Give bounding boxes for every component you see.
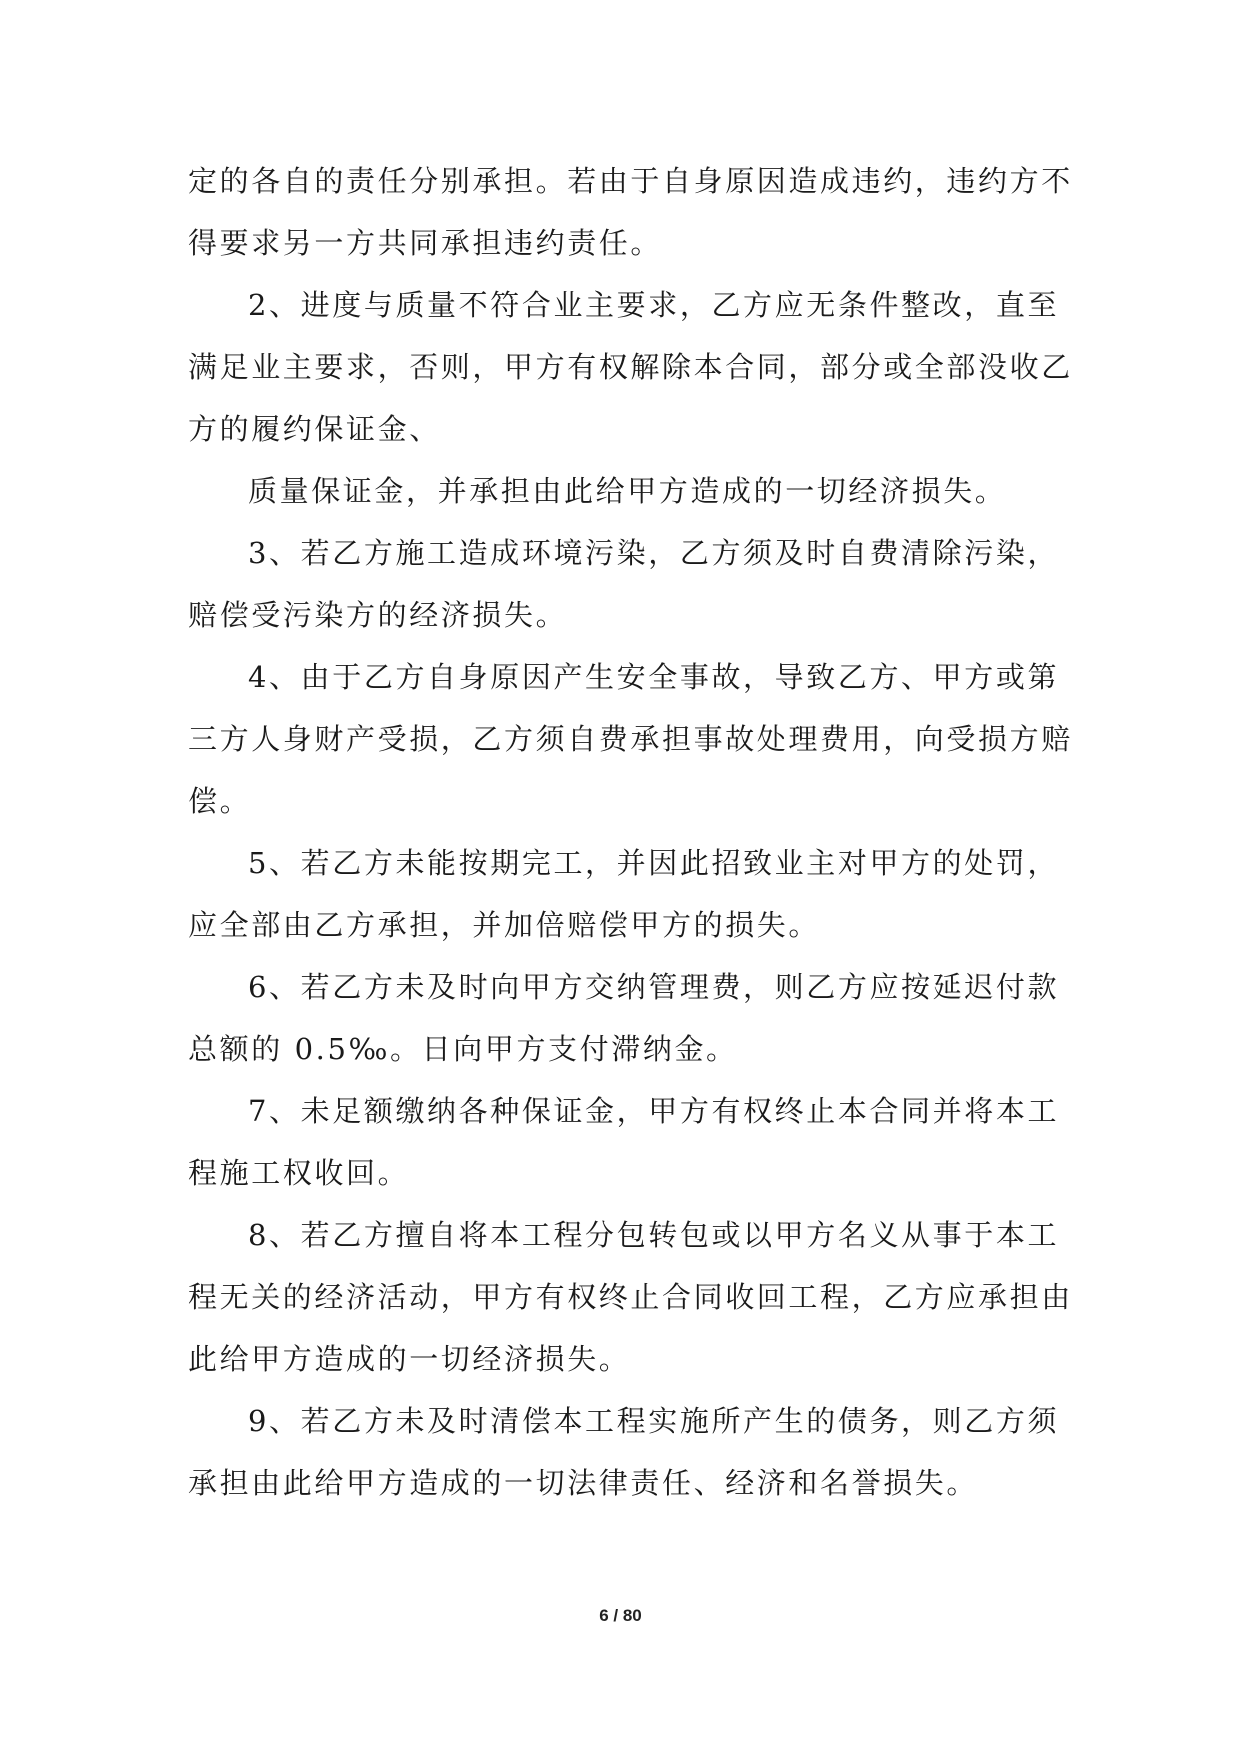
text-line: 程施工权收回。 <box>188 1156 410 1190</box>
clause-7-line: 7、未足额缴纳各种保证金，甲方有权终止本合同并将本工 <box>248 1094 1060 1128</box>
clause-3-line: 3、若乙方施工造成环境污染，乙方须及时自费清除污染， <box>248 536 1060 570</box>
text-line: 质量保证金，并承担由此给甲方造成的一切经济损失。 <box>248 474 1007 508</box>
clause-5-line: 5、若乙方未能按期完工，并因此招致业主对甲方的处罚， <box>248 846 1060 880</box>
text-line: 三方人身财产受损，乙方须自费承担事故处理费用，向受损方赔 <box>188 722 1073 756</box>
text-line: 承担由此给甲方造成的一切法律责任、经济和名誉损失。 <box>188 1466 979 1500</box>
text-line: 程无关的经济活动，甲方有权终止合同收回工程，乙方应承担由 <box>188 1280 1073 1314</box>
clause-2-line: 2、进度与质量不符合业主要求，乙方应无条件整改，直至 <box>248 288 1060 322</box>
page-number: 6 / 80 <box>599 1606 642 1625</box>
text-line: 得要求另一方共同承担违约责任。 <box>188 226 663 260</box>
text-line: 应全部由乙方承担，并加倍赔偿甲方的损失。 <box>188 908 821 942</box>
text-line: 总额的 0.5‰。日向甲方支付滞纳金。 <box>188 1032 738 1066</box>
text-line: 此给甲方造成的一切经济损失。 <box>188 1342 631 1376</box>
text-line: 偿。 <box>188 784 252 818</box>
text-line: 赔偿受污染方的经济损失。 <box>188 598 568 632</box>
text-line: 定的各自的责任分别承担。若由于自身原因造成违约，违约方不 <box>188 164 1073 198</box>
text-line: 方的履约保证金、 <box>188 412 441 446</box>
text-line: 满足业主要求，否则，甲方有权解除本合同，部分或全部没收乙 <box>188 350 1073 384</box>
clause-4-line: 4、由于乙方自身原因产生安全事故，导致乙方、甲方或第 <box>248 660 1060 694</box>
document-body <box>188 150 1073 1514</box>
clause-9-line: 9、若乙方未及时清偿本工程实施所产生的债务，则乙方须 <box>248 1404 1060 1438</box>
clause-6-line: 6、若乙方未及时向甲方交纳管理费，则乙方应按延迟付款 <box>248 970 1060 1004</box>
clause-8-line: 8、若乙方擅自将本工程分包转包或以甲方名义从事于本工 <box>248 1218 1060 1252</box>
